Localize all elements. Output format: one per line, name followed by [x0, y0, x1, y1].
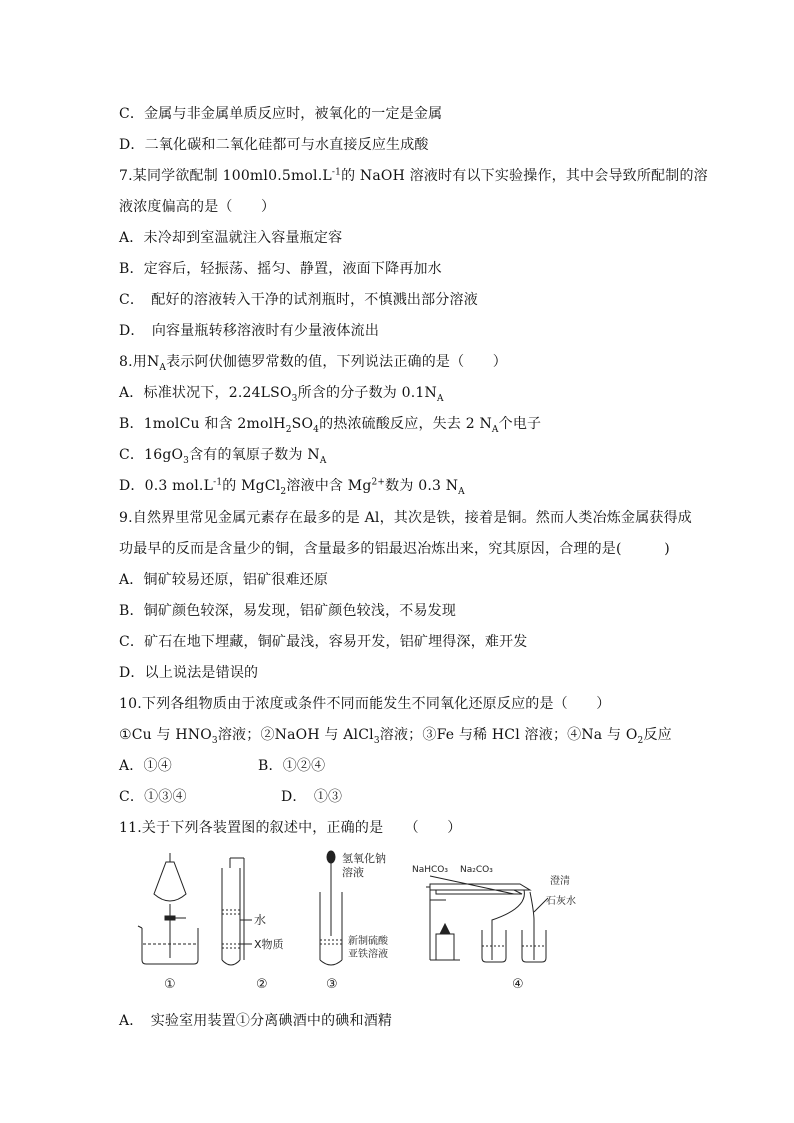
q6-option-d: D．二氧化碳和二氧化硅都可与水直接反应生成酸 [119, 137, 429, 153]
apparatus-label-3: ③ [326, 977, 338, 992]
q7-option-a: A．未冷却到室温就注入容量瓶定容 [119, 230, 343, 246]
apparatus-2-test-tube [222, 858, 252, 965]
label-x-substance: X物质 [254, 938, 284, 951]
q7-option-d: D． 向容量瓶转移溶液时有少量液体流出 [119, 323, 380, 339]
q9-stem-line2: 功最早的反而是含量少的铜，含量最多的铝最迟冶炼出来，究其原因，合理的是( ) [119, 541, 670, 557]
apparatus-1-separatory-funnel [138, 853, 198, 964]
q11-apparatus-figure [130, 848, 576, 998]
q11-stem: 11.关于下列各装置图的叙述中，正确的是 （ ） [119, 820, 462, 836]
label-na2co3: Na₂CO₃ [460, 865, 493, 875]
q7-option-c: C． 配好的溶液转入干净的试剂瓶时，不慎溅出部分溶液 [119, 292, 478, 308]
label-naoh-line2: 溶液 [342, 866, 364, 879]
label-feso4-line2: 亚铁溶液 [348, 949, 388, 960]
q9-option-a: A．铜矿较易还原，铝矿很难还原 [119, 572, 329, 588]
q10-option-d: D． ①③ [281, 789, 343, 805]
apparatus-4-heating-setup [426, 876, 548, 962]
apparatus-label-1: ① [164, 977, 176, 992]
q10-items: ①Cu 与 $HNO_3$溶液；②NaOH 与 AlCl$_3$溶液；③Fe 与稀 HCl 溶液；④Na 与 $O_2$反应 [119, 727, 672, 746]
q7-stem-line1: 7.某同学欲配制 $100ml0.5mol.L^{-1}$的 NaOH 溶液时有以下实验操作，其中会导致所配制的溶 [119, 167, 708, 184]
label-water: 水 [254, 913, 267, 927]
q9-option-c: C．矿石在地下埋藏，铜矿最浅，容易开发，铝矿埋得深，难开发 [119, 634, 528, 650]
apparatus-3-dropper [320, 851, 342, 965]
q8-option-a: A．标准状况下，$2.24LSO_3$所含的分子数为 $0.1N_A$ [119, 385, 444, 404]
label-limewater-line1: 澄清 [550, 876, 570, 887]
label-naoh-line1: 氢氧化钠 [342, 852, 386, 865]
q9-option-b: B．铜矿颜色较深，易发现，铝矿颜色较浅，不易发现 [119, 603, 457, 619]
label-nahco3: NaHCO₃ [412, 865, 448, 875]
q7-stem-line2: 液浓度偏高的是（ ） [119, 199, 276, 215]
q10-option-a: A．①④ [119, 758, 172, 774]
label-limewater-line2: 石灰水 [546, 896, 576, 907]
q10-option-b: B．①②④ [258, 758, 326, 774]
apparatus-label-4: ④ [512, 977, 524, 992]
q11-option-a: A． 实验室用装置①分离碘酒中的碘和酒精 [119, 1013, 393, 1029]
label-feso4-line1: 新制硫酸 [348, 936, 388, 947]
apparatus-label-2: ② [256, 977, 268, 992]
q8-option-c: C．$16gO_3$含有的氧原子数为 $N_A$ [119, 447, 327, 466]
q7-option-b: B．定容后，轻振荡、摇匀、静置，液面下降再加水 [119, 261, 442, 277]
q8-stem: 8.用$N_A$表示阿伏伽德罗常数的值，下列说法正确的是（ ） [119, 354, 507, 373]
q9-option-d: D．以上说法是错误的 [119, 665, 259, 681]
q10-option-c: C．①③④ [119, 789, 187, 805]
q8-option-b: B．1molCu 和含 $2molH_2SO_4$的热浓硫酸反应，失去 2 $N_A$个电子 [119, 416, 542, 435]
q9-stem-line1: 9.自然界里常见金属元素存在最多的是 Al，其次是铁，接着是铜。然而人类冶炼金属获得成 [119, 510, 692, 526]
q10-stem: 10.下列各组物质由于浓度或条件不同而能发生不同氧化还原反应的是（ ） [119, 696, 611, 712]
q6-option-c: C．金属与非金属单质反应时，被氧化的一定是金属 [119, 106, 443, 122]
q8-option-d: D．0.3 $mol.L^{-1}$的 MgCl$_2$溶液中含 $Mg^{2+}$数为 0.3 $N_A$ [119, 477, 465, 497]
